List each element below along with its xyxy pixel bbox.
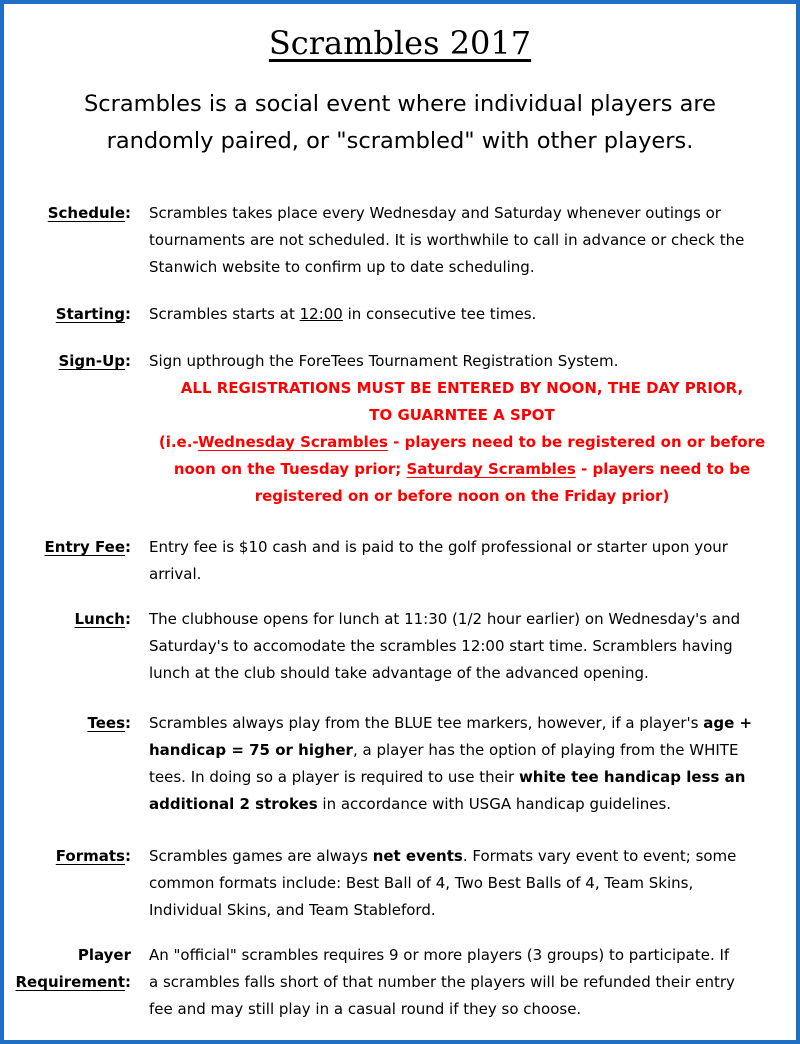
tees-line: tees. In doing so a player is required to use their white tee handicap less an — [149, 768, 746, 786]
schedule-text — [149, 200, 789, 281]
lunch-line: Saturday's to accomodate the scrambles 12:00 start time. Scramblers having — [149, 637, 733, 655]
lunch-line: lunch at the club should take advantage of the advanced opening. — [149, 664, 649, 682]
tees-line: handicap = 75 or higher, a player has the option of playing from the WHITE — [149, 741, 739, 759]
page-title: Scrambles 2017 — [268, 24, 532, 62]
tees-line: additional 2 strokes in accordance with USGA handicap guidelines. — [149, 795, 672, 813]
warning-line: (i.e.-Wednesday Scrambles - players need to be registered on or before — [158, 433, 766, 451]
formats-line: common formats include: Best Ball of 4, Two Best Balls of 4, Team Skins, — [149, 874, 694, 892]
formats-line: Individual Skins, and Team Stableford. — [149, 901, 436, 919]
player-requirement-text — [149, 942, 789, 1023]
intro-line-2: randomly paired, or "scrambled" with other players. — [106, 128, 694, 154]
schedule-label: Schedule: — [47, 204, 131, 222]
start-time: 12:00 — [299, 305, 343, 323]
warning-line: registered on or before noon on the Friday prior) — [254, 487, 670, 505]
formats-line: Scrambles games are always net events. Formats vary event to event; some — [149, 847, 737, 865]
lunch-text — [149, 606, 789, 687]
signup-label: Sign-Up: — [58, 352, 131, 370]
intro-line-1: Scrambles is a social event where individual players are — [83, 91, 717, 117]
entry-fee-text — [149, 534, 789, 588]
signup-line: Sign upthrough the ForeTees Tournament Registration System. — [149, 352, 619, 370]
player-requirement-line: a scrambles falls short of that number the players will be refunded their entry — [149, 973, 735, 991]
registration-warning — [149, 375, 775, 510]
tees-text — [149, 710, 789, 818]
warning-line: ALL REGISTRATIONS MUST BE ENTERED BY NOON, THE DAY PRIOR, — [180, 379, 744, 397]
intro-paragraph — [20, 86, 780, 160]
warning-line: noon on the Tuesday prior; Saturday Scrambles - players need to be — [173, 460, 751, 478]
warning-line: TO GUARNTEE A SPOT — [369, 406, 555, 424]
tees-label: Tees: — [87, 714, 131, 732]
player-requirement-line: fee and may still play in a casual round if they so choose. — [149, 1000, 582, 1018]
schedule-line: Scrambles takes place every Wednesday and Saturday whenever outings or — [149, 204, 721, 222]
formats-text — [149, 843, 789, 924]
lunch-label: Lunch: — [74, 610, 131, 628]
player-requirement-label-line: Player — [77, 946, 131, 964]
schedule-line: Stanwich website to confirm up to date scheduling. — [149, 258, 535, 276]
player-requirement-line: An "official" scrambles requires 9 or more players (3 groups) to participate. If — [149, 946, 730, 964]
starting-label: Starting: — [55, 305, 131, 323]
formats-label: Formats: — [55, 847, 131, 865]
entry-fee-line: arrival. — [149, 565, 202, 583]
lunch-line: The clubhouse opens for lunch at 11:30 (1/2 hour earlier) on Wednesday's and — [149, 610, 741, 628]
entry-fee-line: Entry fee is $10 cash and is paid to the golf professional or starter upon your — [149, 538, 728, 556]
tees-line: Scrambles always play from the BLUE tee markers, however, if a player's age + — [149, 714, 753, 732]
starting-text: Scrambles starts at 12:00 in consecutive tee times. — [149, 305, 537, 323]
player-requirement-label — [0, 942, 131, 996]
signup-text — [149, 348, 789, 510]
schedule-line: tournaments are not scheduled. It is worthwhile to call in advance or check the — [149, 231, 745, 249]
entry-fee-label: Entry Fee: — [44, 538, 131, 556]
player-requirement-label-line: Requirement: — [15, 973, 131, 991]
